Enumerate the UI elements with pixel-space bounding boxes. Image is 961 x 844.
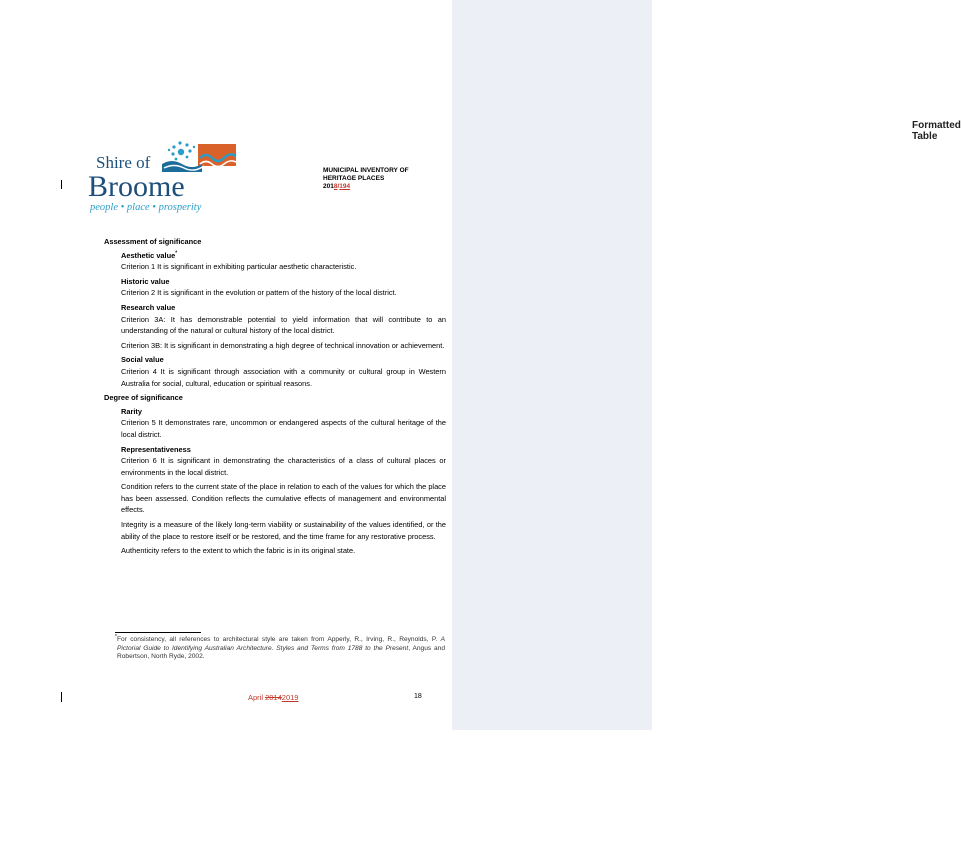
- condition-paragraph: Condition refers to the current state of the place in relation to each of the values for which the place has been assessed. Condition reflects the cumulative effects of management and environmental effects.: [121, 482, 446, 515]
- criterion-5: Criterion 5 It demonstrates rare, uncommon or endangered aspects of the cultural heritage of the local district.: [121, 418, 446, 439]
- sun-icon: [168, 141, 195, 160]
- document-header: [323, 167, 409, 191]
- footer-date-prefix: April: [248, 693, 266, 702]
- criterion-2: Criterion 2 It is significant in the evolution or pattern of the history of the local district.: [121, 288, 397, 298]
- year-deleted: 8: [333, 183, 338, 190]
- year-sep: /: [337, 183, 340, 190]
- footer-date-deleted: 2014: [265, 693, 282, 702]
- year-prefix: 201: [323, 183, 334, 190]
- page-number: 18: [414, 693, 422, 700]
- footnote-title: A Pictorial Guide to Identifying Australian Architecture. Styles and Terms from 1788 to the Present: [117, 636, 445, 652]
- heading-degree: Degree of significance: [104, 393, 183, 403]
- footnote-text-end: , Angus and Robertson, North Ryde, 2002.: [117, 644, 445, 661]
- footer-date-inserted: 2019: [281, 693, 299, 702]
- doc-title-line1: MUNICIPAL INVENTORY OF: [323, 167, 409, 174]
- criterion-4: Criterion 4 It is significant through association with a community or cultural group in Western Australia for social, cultural, education or spiritual reasons.: [121, 366, 446, 388]
- doc-title-line2: HERITAGE PLACES: [323, 175, 385, 182]
- footnote-mark: *: [115, 634, 117, 640]
- heading-rarity: Rarity: [121, 406, 142, 416]
- logo-graphic: [88, 138, 248, 214]
- logo-town-text: Broome: [88, 170, 185, 203]
- footnote-separator: [115, 632, 201, 633]
- document-body: [104, 236, 446, 560]
- heading-representativeness: Representativeness: [121, 444, 191, 454]
- doc-year: [323, 183, 409, 191]
- footnote-ref: *: [175, 250, 178, 257]
- aesthetic-heading-text: Aesthetic value: [121, 250, 176, 260]
- footnote-text-start: For consistency, all references to architectural style are taken from Apperly, R., Irving, R., Reynolds, P.: [117, 636, 441, 643]
- shire-of-broome-logo: [88, 138, 248, 214]
- footer-date: [248, 693, 298, 702]
- criterion-1: Criterion 1 It is significant in exhibiting particular aesthetic characteristic.: [121, 262, 357, 272]
- change-bar: [61, 180, 62, 189]
- heading-assessment: Assessment of significance: [104, 237, 202, 246]
- integrity-paragraph: Integrity is a measure of the likely long-term viability or sustainability of the values identified, or the ability of the place to restore itself or be restored, and the time frame for any restorative process.: [121, 520, 446, 541]
- heading-aesthetic: [121, 250, 446, 262]
- criterion-6: Criterion 6 It is significant in demonstrating the characteristics of a class of cultural places or environments in the local district.: [121, 456, 446, 477]
- heading-research: Research value: [121, 302, 176, 312]
- authenticity-paragraph: Authenticity refers to the extent to which the fabric is in its original state.: [121, 546, 356, 556]
- criterion-3b: Criterion 3B: It is significant in demonstrating a high degree of technical innovation or achievement.: [121, 340, 445, 350]
- heading-historic: Historic value: [121, 276, 170, 286]
- logo-tagline: people • place • prosperity: [90, 202, 202, 213]
- year-inserted: 194: [339, 183, 351, 190]
- change-bar-footer: [61, 692, 62, 702]
- heading-social: Social value: [121, 355, 164, 365]
- criterion-3a: Criterion 3A: It has demonstrable potential to yield information that will contribute to an understanding of the natural or cultural history of the local district.: [121, 314, 446, 336]
- footnote: [117, 636, 445, 662]
- comment-pane: [452, 0, 961, 730]
- comment-pane-title: Formatted Table: [912, 120, 961, 142]
- logo-shire-text: Shire of: [96, 153, 151, 172]
